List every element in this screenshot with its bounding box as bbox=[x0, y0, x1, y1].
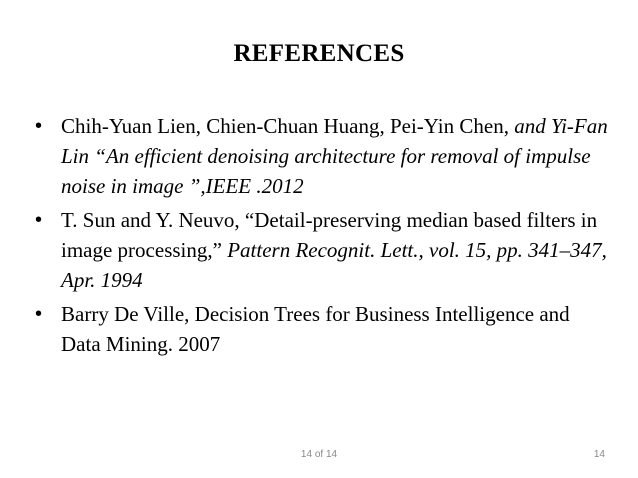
page-of-label: 14 of 14 bbox=[300, 449, 338, 460]
reference-authors: T. Sun and Y. Neuvo, “Detail-preserving median based filters in image processing,” bbox=[61, 208, 598, 262]
reference-item bbox=[35, 299, 610, 359]
page-number: 14 bbox=[593, 449, 605, 460]
reference-list bbox=[35, 111, 610, 363]
bullet-icon: • bbox=[35, 209, 43, 231]
reference-journal: Pattern Recognit. Lett., vol. 15, pp. 341–347, Apr. 1994 bbox=[61, 238, 607, 292]
reference-item bbox=[35, 111, 610, 201]
reference-text: Barry De Ville, Decision Trees for Business Intelligence and Data Mining. 2007 bbox=[61, 302, 570, 356]
reference-authors: Chih-Yuan Lien, Chien-Chuan Huang, Pei-Yin Chen, bbox=[61, 114, 515, 138]
bullet-icon: • bbox=[35, 115, 43, 137]
bullet-icon: • bbox=[35, 303, 43, 325]
reference-title: and Yi-Fan Lin “An efficient denoising architecture for removal of impulse noise in image ”,IEEE .2012 bbox=[61, 114, 608, 198]
reference-item bbox=[35, 205, 610, 295]
slide-title: REFERENCES bbox=[233, 40, 405, 67]
